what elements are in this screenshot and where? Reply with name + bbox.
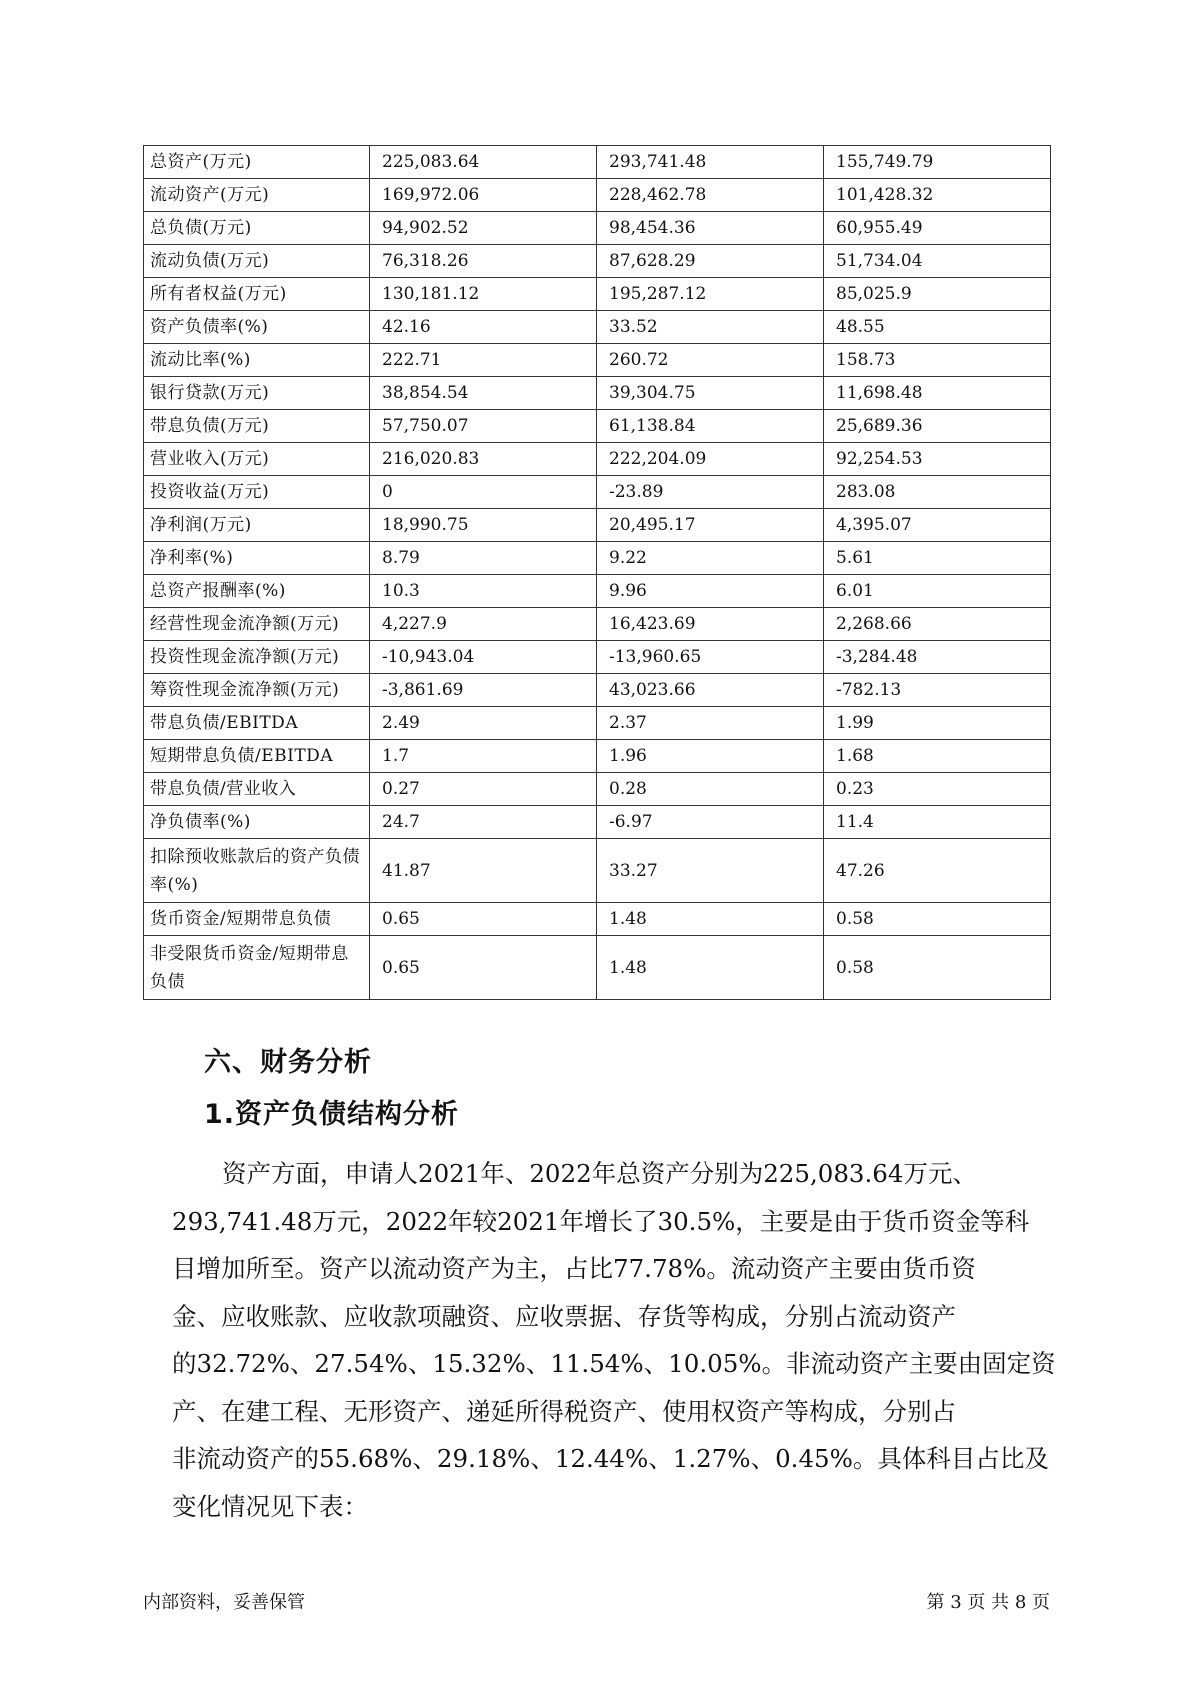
table-row: [144, 377, 1051, 410]
table-row: [144, 179, 1051, 212]
row-label: 资产负债率(%): [144, 311, 370, 344]
value-cell: 10.3: [370, 575, 597, 608]
section-heading: 六、财务分析: [204, 1047, 372, 1078]
value-cell: 42.16: [370, 311, 597, 344]
financial-indicators-table: [143, 145, 1051, 1000]
value-cell: 1.96: [597, 740, 824, 773]
paragraph-line: 目增加所至。资产以流动资产为主，占比77.78%。流动资产主要由货币资: [172, 1254, 976, 1283]
value-cell: 169,972.06: [370, 179, 597, 212]
row-label: 总负债(万元): [144, 212, 370, 245]
row-label: 经营性现金流净额(万元): [144, 608, 370, 641]
value-cell: 158.73: [824, 344, 1051, 377]
table-row: [144, 344, 1051, 377]
row-label: 银行贷款(万元): [144, 377, 370, 410]
value-cell: 38,854.54: [370, 377, 597, 410]
value-cell: 2.49: [370, 707, 597, 740]
row-label: 带息负债(万元): [144, 410, 370, 443]
table-row: [144, 410, 1051, 443]
table-row: [144, 311, 1051, 344]
value-cell: 25,689.36: [824, 410, 1051, 443]
value-cell: 0.58: [824, 936, 1051, 1000]
row-label: 净负债率(%): [144, 806, 370, 839]
value-cell: 225,083.64: [370, 146, 597, 179]
row-label: 筹资性现金流净额(万元): [144, 674, 370, 707]
value-cell: -3,284.48: [824, 641, 1051, 674]
table-row: [144, 608, 1051, 641]
row-label: 短期带息负债/EBITDA: [144, 740, 370, 773]
paragraph-line: 非流动资产的55.68%、29.18%、12.44%、1.27%、0.45%。具体科目占比及: [172, 1444, 1049, 1473]
table-row: [144, 641, 1051, 674]
row-label: 非受限货币资金/短期带息负债: [144, 936, 370, 1000]
value-cell: 76,318.26: [370, 245, 597, 278]
value-cell: 0.27: [370, 773, 597, 806]
value-cell: 94,902.52: [370, 212, 597, 245]
value-cell: 4,227.9: [370, 608, 597, 641]
table-row: [144, 146, 1051, 179]
value-cell: 222,204.09: [597, 443, 824, 476]
footer-confidential-note: 内部资料，妥善保管: [143, 1592, 305, 1613]
row-label: 带息负债/EBITDA: [144, 707, 370, 740]
value-cell: 57,750.07: [370, 410, 597, 443]
value-cell: 216,020.83: [370, 443, 597, 476]
value-cell: 41.87: [370, 839, 597, 903]
value-cell: 1.48: [597, 936, 824, 1000]
value-cell: 195,287.12: [597, 278, 824, 311]
value-cell: 33.52: [597, 311, 824, 344]
value-cell: 48.55: [824, 311, 1051, 344]
value-cell: 0.23: [824, 773, 1051, 806]
value-cell: 9.96: [597, 575, 824, 608]
row-label: 净利润(万元): [144, 509, 370, 542]
row-label: 流动比率(%): [144, 344, 370, 377]
value-cell: 9.22: [597, 542, 824, 575]
table-row: [144, 575, 1051, 608]
value-cell: 0.65: [370, 936, 597, 1000]
table-row: [144, 443, 1051, 476]
value-cell: 60,955.49: [824, 212, 1051, 245]
financial-table-body: [144, 146, 1051, 1000]
value-cell: 0.65: [370, 903, 597, 936]
value-cell: 0.28: [597, 773, 824, 806]
row-label: 货币资金/短期带息负债: [144, 903, 370, 936]
table-row: [144, 773, 1051, 806]
row-label: 带息负债/营业收入: [144, 773, 370, 806]
value-cell: 1.48: [597, 903, 824, 936]
value-cell: -782.13: [824, 674, 1051, 707]
value-cell: -10,943.04: [370, 641, 597, 674]
value-cell: 283.08: [824, 476, 1051, 509]
value-cell: 51,734.04: [824, 245, 1051, 278]
table-row: [144, 542, 1051, 575]
value-cell: 101,428.32: [824, 179, 1051, 212]
value-cell: 4,395.07: [824, 509, 1051, 542]
table-row: [144, 509, 1051, 542]
row-label: 净利率(%): [144, 542, 370, 575]
value-cell: 5.61: [824, 542, 1051, 575]
value-cell: 2,268.66: [824, 608, 1051, 641]
table-row: [144, 903, 1051, 936]
value-cell: 43,023.66: [597, 674, 824, 707]
value-cell: -3,861.69: [370, 674, 597, 707]
value-cell: 33.27: [597, 839, 824, 903]
value-cell: 222.71: [370, 344, 597, 377]
value-cell: 16,423.69: [597, 608, 824, 641]
analysis-paragraph: [172, 1150, 1056, 1530]
value-cell: 228,462.78: [597, 179, 824, 212]
value-cell: 98,454.36: [597, 212, 824, 245]
row-label: 总资产(万元): [144, 146, 370, 179]
value-cell: 8.79: [370, 542, 597, 575]
value-cell: 20,495.17: [597, 509, 824, 542]
value-cell: 1.68: [824, 740, 1051, 773]
value-cell: 1.99: [824, 707, 1051, 740]
table-row: [144, 936, 1051, 1000]
table-row: [144, 740, 1051, 773]
value-cell: 155,749.79: [824, 146, 1051, 179]
value-cell: 293,741.48: [597, 146, 824, 179]
paragraph-line: 的32.72%、27.54%、15.32%、11.54%、10.05%。非流动资产主要由固定资: [172, 1349, 1056, 1378]
table-row: [144, 212, 1051, 245]
value-cell: 39,304.75: [597, 377, 824, 410]
value-cell: -23.89: [597, 476, 824, 509]
row-label: 总资产报酬率(%): [144, 575, 370, 608]
value-cell: 18,990.75: [370, 509, 597, 542]
value-cell: -13,960.65: [597, 641, 824, 674]
row-label: 流动负债(万元): [144, 245, 370, 278]
paragraph-line: 293,741.48万元，2022年较2021年增长了30.5%，主要是由于货币资金等科: [172, 1206, 1030, 1236]
value-cell: 0: [370, 476, 597, 509]
value-cell: 2.37: [597, 707, 824, 740]
row-label: 所有者权益(万元): [144, 278, 370, 311]
value-cell: 260.72: [597, 344, 824, 377]
value-cell: 47.26: [824, 839, 1051, 903]
value-cell: 11,698.48: [824, 377, 1051, 410]
row-label: 投资收益(万元): [144, 476, 370, 509]
value-cell: 1.7: [370, 740, 597, 773]
paragraph-line: 产、在建工程、无形资产、递延所得税资产、使用权资产等构成，分别占: [172, 1396, 956, 1426]
paragraph-line: 金、应收账款、应收款项融资、应收票据、存货等构成，分别占流动资产: [172, 1301, 956, 1331]
value-cell: 24.7: [370, 806, 597, 839]
value-cell: 87,628.29: [597, 245, 824, 278]
row-label: 扣除预收账款后的资产负债率(%): [144, 839, 370, 903]
footer-page-number: 第 3 页 共 8 页: [926, 1592, 1050, 1613]
table-row: [144, 839, 1051, 903]
value-cell: 11.4: [824, 806, 1051, 839]
value-cell: 130,181.12: [370, 278, 597, 311]
paragraph-line: 资产方面，申请人2021年、2022年总资产分别为225,083.64万元、: [222, 1159, 977, 1188]
row-label: 营业收入(万元): [144, 443, 370, 476]
value-cell: 85,025.9: [824, 278, 1051, 311]
value-cell: 92,254.53: [824, 443, 1051, 476]
table-row: [144, 245, 1051, 278]
value-cell: 0.58: [824, 903, 1051, 936]
value-cell: 6.01: [824, 575, 1051, 608]
row-label: 投资性现金流净额(万元): [144, 641, 370, 674]
table-row: [144, 476, 1051, 509]
value-cell: -6.97: [597, 806, 824, 839]
table-row: [144, 278, 1051, 311]
table-row: [144, 806, 1051, 839]
paragraph-line: 变化情况见下表：: [172, 1491, 368, 1521]
subsection-heading: 1.资产负债结构分析: [204, 1099, 460, 1130]
table-row: [144, 674, 1051, 707]
row-label: 流动资产(万元): [144, 179, 370, 212]
table-row: [144, 707, 1051, 740]
value-cell: 61,138.84: [597, 410, 824, 443]
